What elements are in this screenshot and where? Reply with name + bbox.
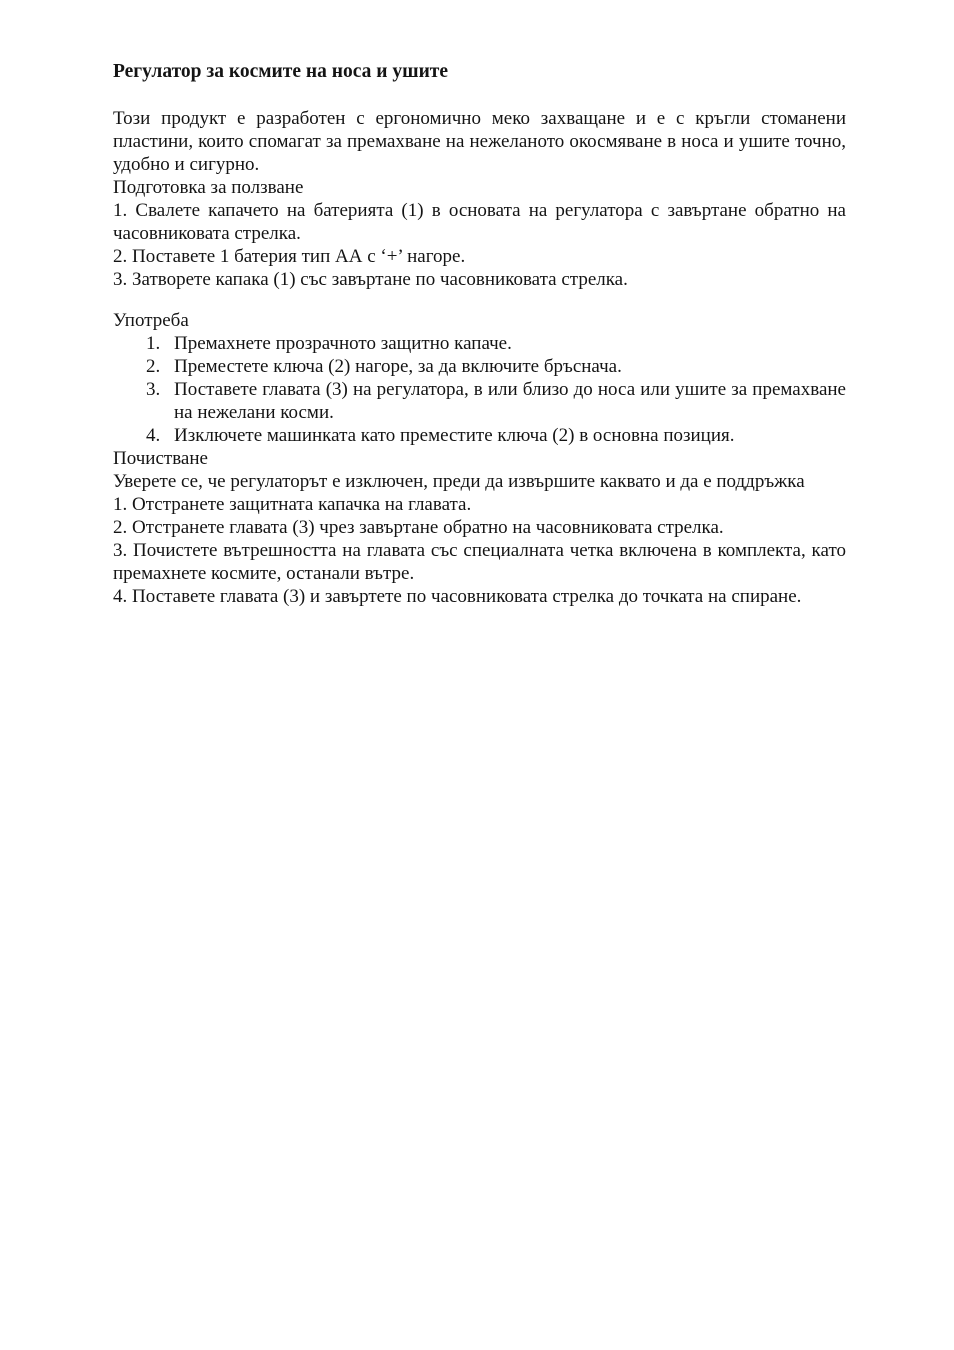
document-content	[113, 60, 846, 608]
preparation-item: 3. Затворете капака (1) със завъртане по часовниковата стрелка.	[113, 269, 628, 290]
cleaning-item: 3. Почистете вътрешността на главата със специалната четка включена в комплекта, като премахнете космите, останали вътре.	[113, 540, 846, 584]
list-item-number: 4.	[146, 425, 161, 446]
list-item-text: Премахнете прозрачното защитно капаче.	[174, 333, 512, 354]
usage-list-item	[113, 378, 846, 424]
usage-list-item	[113, 355, 846, 378]
section-heading-cleaning: Почистване	[113, 448, 208, 469]
preparation-item: 2. Поставете 1 батерия тип АА с ‘+’ нагоре.	[113, 246, 466, 267]
section-heading-preparation: Подготовка за ползване	[113, 177, 304, 198]
usage-list-item	[113, 332, 846, 355]
cleaning-item: 4. Поставете главата (3) и завъртете по часовниковата стрелка до точката на спиране.	[113, 586, 802, 607]
usage-list-item	[113, 424, 846, 447]
section-heading-usage: Употреба	[113, 310, 189, 331]
list-item-text: Преместете ключа (2) нагоре, за да включите бръснача.	[174, 356, 622, 377]
cleaning-item: 1. Отстранете защитната капачка на главата.	[113, 494, 472, 515]
list-item-text: Изключете машинката като преместите ключа (2) в основна позиция.	[174, 425, 735, 446]
cleaning-note: Уверете се, че регулаторът е изключен, преди да извършите каквато и да е поддръжка	[113, 471, 805, 492]
preparation-item: 1. Свалете капачето на батерията (1) в основата на регулатора с завъртане обратно на часовниковата стрелка.	[113, 200, 846, 244]
document-title: Регулатор за космите на носа и ушите	[113, 61, 449, 82]
list-item-number: 1.	[146, 333, 161, 354]
cleaning-item: 2. Отстранете главата (3) чрез завъртане обратно на часовниковата стрелка.	[113, 517, 724, 538]
list-item-number: 3.	[146, 379, 161, 400]
list-item-number: 2.	[146, 356, 161, 377]
intro-paragraph: Този продукт е разработен с ергономично меко захващане и е с кръгли стоманени пластини, които спомагат за премахване на нежеланото окосмяване в носа и ушите точно, удобно и сигурно.	[113, 108, 846, 175]
usage-list	[113, 332, 846, 447]
list-item-text: Поставете главата (3) на регулатора, в или близо до носа или ушите за премахване на нежелани косми.	[174, 379, 846, 423]
